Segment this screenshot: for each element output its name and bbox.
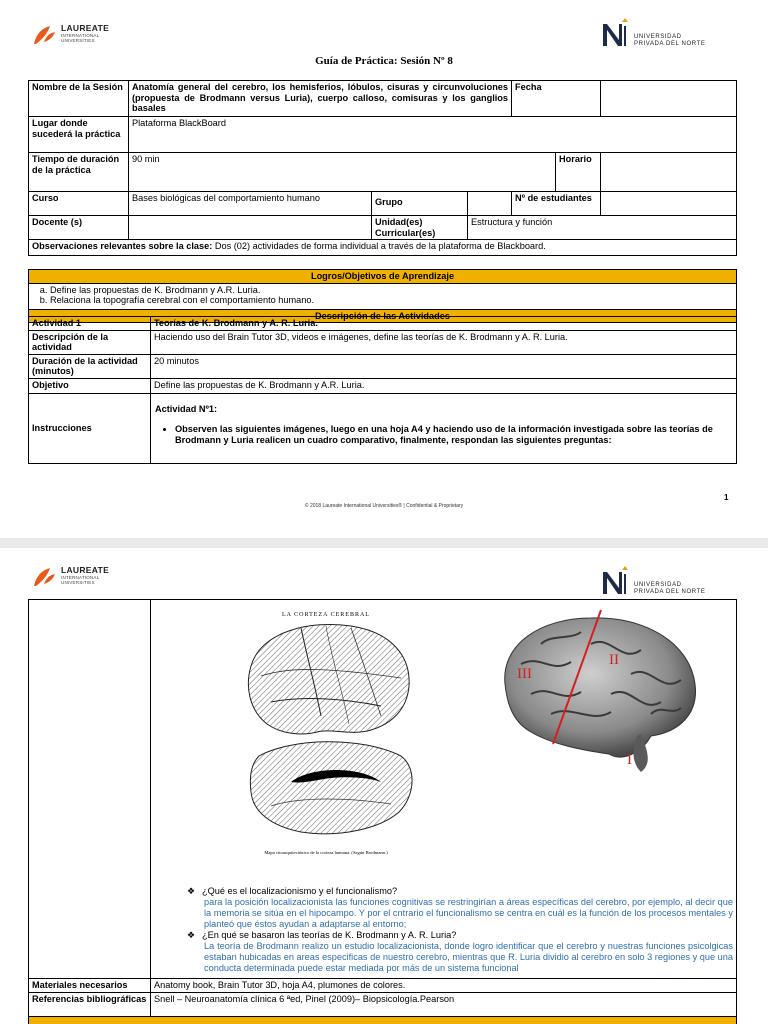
grupo-label: Grupo [372,192,468,216]
logro-item: b. Relaciona la topografía cerebral con el comportamiento humano. [50,295,733,306]
luria-label-ii: II [609,652,619,668]
upn-logo [600,18,705,48]
grupo-value[interactable] [468,192,512,216]
nombre-value: Anatomía general del cerebro, los hemisferios, lóbulos, cisuras y circunvoluciones (propuesta de Brodmann versus Luria), cuerpo calloso, comisuras y los ganglios basales [129,81,512,117]
upn-n-icon [600,18,630,48]
session-table [28,80,737,323]
upn-line1: UNIVERSIDAD [634,34,682,40]
instrucciones-label: Instrucciones [29,393,151,463]
instruction-bullet: • Observen las siguientes imágenes, luego en una hoja A4 y haciendo uso de la información investigada sobre las teorías de Brodmann y Luria realicen un cuadro comparativo, finalmente, respondan las siguientes preguntas: [175,424,732,445]
curso-value: Bases biológicas del comportamiento humano [129,192,372,216]
descripcion-label: Descripción de la actividad [29,330,151,354]
fecha-value[interactable] [601,81,737,117]
estudiantes-label: Nº de estudiantes [512,192,601,216]
nombre-label: Nombre de la Sesión [29,81,129,117]
descripcion-value: Haciendo uso del Brain Tutor 3D, videos e imágenes, define las teorías de K. Brodmann y A. R. Luria. [151,330,737,354]
fecha-label: Fecha [512,81,601,117]
laureate-sub2: UNIVERSITIES [61,580,95,585]
laureate-logo [32,566,109,588]
actividad-value: Teorías de K. Brodmann y A. R. Luria. [151,317,737,331]
referencias-value: Snell – Neuroanatomía clínica 6 ªed, Pinel (2009)– Biopsicología.Pearson [151,992,737,1016]
observaciones-value: Dos (02) actividades de forma individual a través de la plataforma de Blackboard. [212,241,546,251]
lugar-label: Lugar donde sucederá la práctica [29,117,129,153]
unidad-value: Estructura y función [468,216,737,240]
duracion-value: 20 minutos [151,354,737,378]
laureate-sub1: INTERNATIONAL [61,575,100,580]
page-gap [0,538,768,548]
materiales-value: Anatomy book, Brain Tutor 3D, hoja A4, plumones de colores. [151,979,737,993]
laureate-name: LAUREATE [61,565,110,575]
logros-list-cell [29,283,737,309]
tiempo-label: Tiempo de duración de la práctica [29,153,129,192]
page-title: Guía de Práctica: Sesión Nº 8 [315,55,453,67]
duracion-label: Duración de la actividad (minutos) [29,354,151,378]
materiales-label: Materiales necesarios [29,979,151,993]
tiempo-value: 90 min [129,153,556,192]
diamond-bullet-icon: ❖ [187,930,196,940]
footer-text: © 2018 Laureate International Universities® | Confidential & Proprietary [304,503,464,509]
cortex-caption: Mapa citoarquitectónico de la corteza humana. (Según Brodmann.) [264,850,388,855]
empty-label-cell [29,600,151,979]
laureate-name: LAUREATE [61,23,110,33]
laureate-sub2: UNIVERSITIES [61,38,95,43]
horario-label: Horario [556,153,601,192]
answer-1: para la posición localizacionista las funciones cognitivas se restringirían a áreas específicas del cerebro, por ejemplo, al decir que la memoria se sitúa en el hipocampo. Y por el cntrario el funcionalismo se centra en cuál es la función de los procesos mentales y planteó que éstos ayudan a adaptarse al entorno; [204,897,733,929]
docente-value[interactable] [129,216,372,240]
bottom-band [29,1016,737,1024]
page-number: 1 [724,493,729,502]
cortex-title: LA CORTEZA CEREBRAL [282,612,370,618]
upn-line1: UNIVERSIDAD [634,582,682,588]
observaciones-label: Observaciones relevantes sobre la clase: [32,241,213,251]
luria-label-i: I [627,752,632,768]
page-2 [0,548,768,1024]
upn-line2: PRIVADA DEL NORTE [634,41,706,47]
laureate-logo [32,24,109,46]
question-1 [187,886,733,897]
laureate-sub1: INTERNATIONAL [61,33,100,38]
question-2 [187,930,733,941]
diamond-bullet-icon: ❖ [187,886,196,896]
actividad-label: Actividad 1 [29,317,151,331]
content-table [28,599,737,1024]
upn-logo [600,566,705,596]
instrucciones-cell [151,393,737,463]
questions-block [187,886,733,974]
referencias-label: Referencias bibliográficas [29,992,151,1016]
images-and-questions-cell [151,600,737,979]
upn-line2: PRIVADA DEL NORTE [634,589,706,595]
activity-table [28,316,737,464]
laureate-leaf-icon [32,24,56,46]
docente-label: Docente (s) [29,216,129,240]
luria-label-iii: III [517,666,532,682]
objetivo-value: Define las propuestas de K. Brodmann y A.R. Luria. [151,378,737,393]
upn-n-icon [600,566,630,596]
objetivo-label: Objetivo [29,378,151,393]
observaciones-row [29,240,737,256]
descripcion-header: Descripción de las Actividades [29,309,737,323]
question-1-text: ¿Qué es el localizacionismo y el funcionalismo? [202,886,398,896]
logros-header: Logros/Objetivos de Aprendizaje [29,270,737,284]
laureate-leaf-icon [32,566,56,588]
answer-2: La teoría de Brodmann realizo un estudio localizacionista, donde logro identificar que el cerebro y nuestras funciones psicolgicas estaban hubicadas en areas especificas de nuestro cerebro, mientras que R. Luria dividio al cerebro en solo 3 regiones y que una conducta determinada puede estar mediada por más de un sistema funcional [204,941,733,973]
actividad-heading: Actividad Nº1: [155,403,218,414]
brodmann-map-image [231,606,421,870]
luria-brain-image [491,604,711,774]
logro-item: a. Define las propuestas de K. Brodmann y A.R. Luria. [50,285,733,296]
unidad-label: Unidad(es) Curricular(es) [372,216,468,240]
horario-value[interactable] [601,153,737,192]
estudiantes-value[interactable] [601,192,737,216]
lugar-value: Plataforma BlackBoard [129,117,737,153]
question-2-text: ¿En qué se basaron las teorías de K. Brodmann y A. R. Luria? [202,930,457,940]
curso-label: Curso [29,192,129,216]
